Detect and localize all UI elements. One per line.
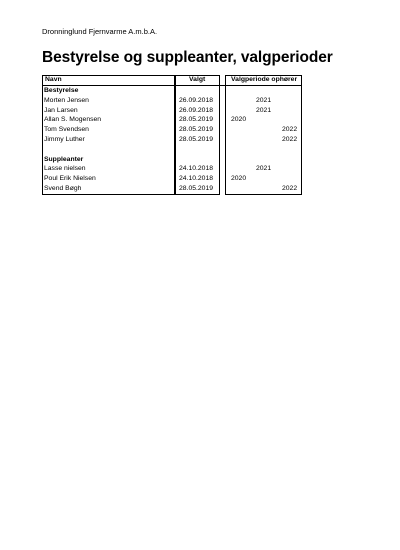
term-end-year: 2021: [256, 106, 272, 114]
elected-date: 28.05.2019: [179, 116, 214, 124]
elected-date: 24.10.2018: [179, 175, 214, 183]
term-end-year: 2022: [282, 136, 298, 143]
member-name: Svend Bøgh: [44, 185, 82, 192]
elected-date: 28.05.2019: [179, 136, 214, 143]
term-end-year: 2020: [231, 116, 247, 124]
term-end-year: 2022: [282, 126, 298, 134]
page-title: Bestyrelse og suppleanter, valgperioder: [42, 49, 333, 66]
member-name: Jimmy Luther: [44, 136, 85, 143]
member-name: Morten Jensen: [44, 96, 89, 104]
header-divider: [42, 85, 302, 86]
organization-name: Dronninglund Fjernvarme A.m.b.A.: [42, 27, 158, 36]
header-term-ends: Valgperiode ophører: [231, 76, 298, 83]
section-label: Bestyrelse: [44, 87, 79, 94]
section-label: Suppleanter: [44, 155, 84, 163]
member-name: Allan S. Mogensen: [44, 116, 102, 124]
header-elected: Valgt: [189, 76, 206, 83]
elected-date: 26.09.2018: [179, 96, 214, 104]
elected-date: 28.05.2019: [179, 185, 214, 192]
elected-date: 24.10.2018: [179, 165, 214, 173]
term-end-year: 2022: [282, 185, 298, 192]
term-end-year: 2020: [231, 175, 247, 183]
term-end-year: 2021: [256, 165, 272, 173]
elected-date: 28.05.2019: [179, 126, 214, 134]
member-name: Tom Svendsen: [44, 126, 89, 134]
member-name: Poul Erik Nielsen: [44, 175, 96, 183]
member-name: Lasse nielsen: [44, 165, 86, 173]
elected-date: 26.09.2018: [179, 106, 214, 114]
member-name: Jan Larsen: [44, 106, 78, 114]
term-table: [42, 75, 302, 195]
term-end-year: 2021: [256, 96, 272, 104]
header-name: Navn: [45, 76, 62, 83]
